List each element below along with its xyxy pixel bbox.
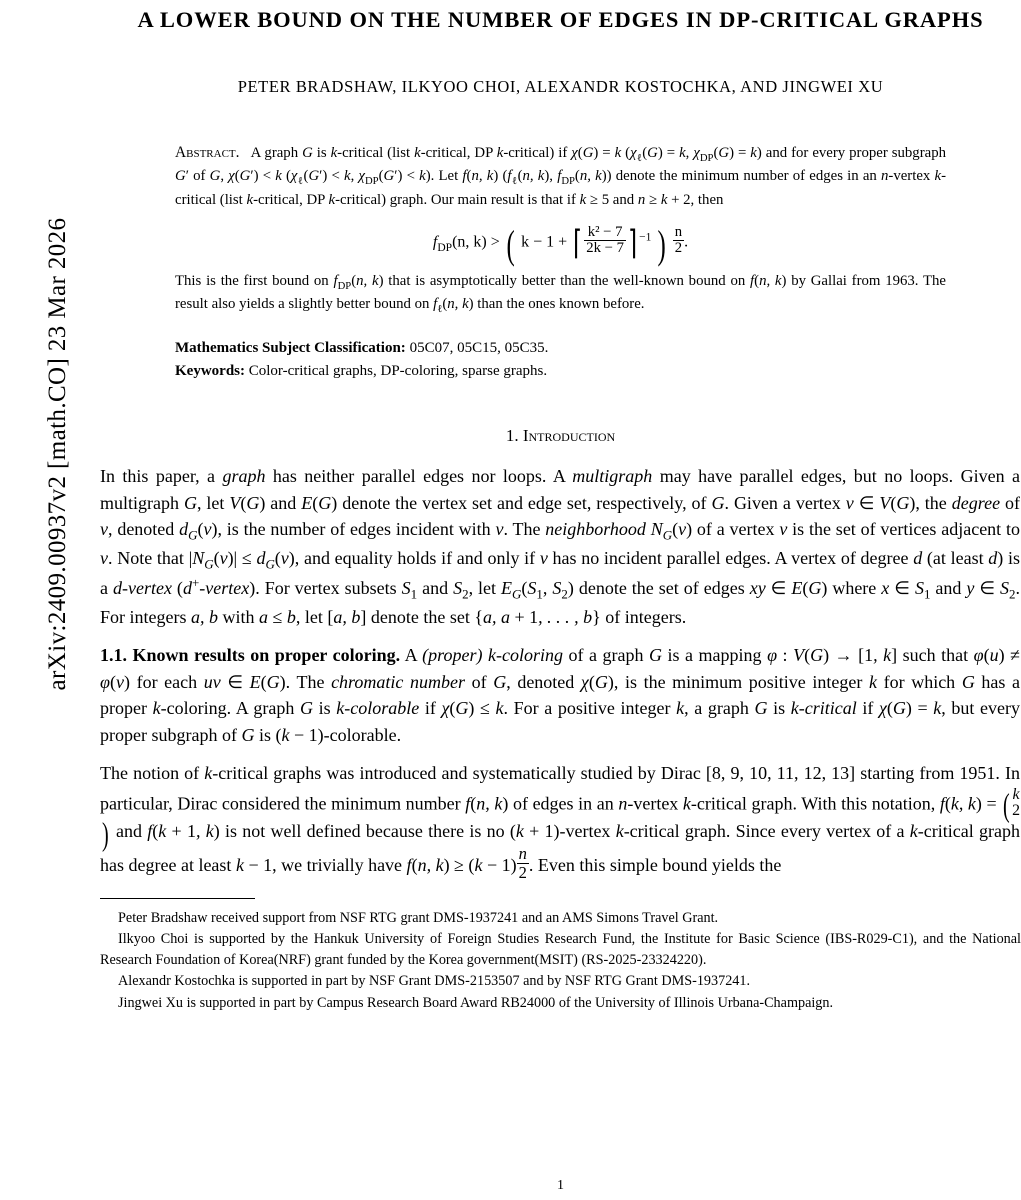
keywords-value: Color-critical graphs, DP-coloring, sparse graphs. [248,362,548,379]
eq-tail-num: n [674,223,683,240]
eq-lhs-sub: DP [437,241,453,254]
footnote-4: Jingwei Xu is supported in part by Campus Research Board Award RB24000 of the University of Illinois Urbana-Champaign. [118,994,834,1011]
abstract-paragraph-1: Abstract. A graph G is k-critical (list k-critical, DP k-critical) if χ(G) = k ($\chi_\ell(G) = k$, $\chi_{DP}(G) = k$) and for every proper subgraph G′ of G, χ(G′) < k ($\chi_\ell(G') < k$, $\chi_{DP}(G') < k$). Let f(n, k) ($f_\ell(n$, k), $f_{DP}(n$, k)) denote the minimum number of edges in an n-vertex k-critical (list k-critical, DP k-critical) graph. Our main result is that if k ≥ 5 and n ≥ k + 2, then [175,144,946,208]
paper-page [100,0,1021,1200]
section-name: Introduction [522,426,616,446]
eq-fraction [584,225,626,258]
arxiv-stamp: arXiv:2409.00937v2 [math.CO] 23 Mar 2026 [44,217,71,691]
footnote-divider [100,898,255,899]
keywords-line [175,360,946,383]
eq-frac-num: k² − 7 [584,225,626,242]
page-title: A LOWER BOUND ON THE NUMBER OF EDGES IN DP-CRITICAL GRAPHS [137,7,984,32]
eq-period: . [684,233,689,251]
section-heading [100,426,1021,446]
eq-tail-den: 2 [674,240,683,257]
abstract-paragraph-2: This is the first bound on $f_{DP}(n$, k) that is asymptotically better than the well-known bound on f(n, k) by Gallai from 1963. The result also yields a slightly better bound on $f_\ell(n$, k) than the ones known before. [175,273,946,316]
author-list: PETER BRADSHAW, ILKYOO CHOI, ALEXANDR KOSTOCHKA, AND JINGWEI XU [237,77,884,97]
eq-inner-lead: k − 1 + [521,233,568,251]
eq-tail-fraction [673,225,684,258]
footnotes-block [100,908,1021,1014]
eq-lhs: f [432,233,438,251]
paragraph-intro: In this paper, a graph has neither parallel edges nor loops. A multigraph may have parallel edges, but no loops. Given a multigraph G, let V(G) and E(G) denote the vertex set and edge set, respectively, of G. Given a vertex v ∈ V(G), the degree of v, denoted $d_G(v)$, is the number of edges incident with v. The neighborhood $N_G(v)$ of a vertex v is the set of vertices adjacent to v. Note that $|N_G(v)| \le d_G(v)$, and equality holds if and only if v has no incident parallel edges. A vertex of degree d (at least d) is a d-vertex (d+-vertex). For vertex subsets $S_1$ and $S_2$, let $E_G(S_1$, $S_2$) denote the set of edges xy ∈ E(G) where x ∈ $S_1$ and y ∈ $S_2$. For integers a, b with a ≤ b, let [a, b] denote the set {a, a + 1, . . . , b} of integers. [100,466,1021,627]
eq-args: (n, k) > [452,233,500,251]
eq-exponent: −1 [639,230,652,243]
subsection-number: 1.1. [100,645,127,666]
footnote-2: Ilkyoo Choi is supported by the Hankuk University of Foreign Studies Research Fund, the Institute for Basic Science (IBS-R029-C1), and the National Research Foundation of Korea(NRF) grant funded by the Korea government(MSIT) (RS-2025-23324220). [100,931,1021,968]
footnote-1: Peter Bradshaw received support from NSF RTG grant DMS-1937241 and an AMS Simons Travel Grant. [118,909,719,926]
paren-close: ) [657,222,667,268]
abstract-block [175,142,946,382]
msc-block [175,337,946,382]
paren-open: ( [506,222,515,268]
msc-line [175,337,946,360]
keywords-label: Keywords: [175,362,245,379]
paragraph-known-results: 1.1. Known results on proper coloring. A (proper) k-coloring of a graph G is a mapping φ : V(G) → [1, k] such that φ(u) ≠ φ(v) for each uv ∈ E(G). The chromatic number of G, denoted χ(G), is the minimum positive integer k for which G has a proper k-coloring. A graph G is k-colorable if χ(G) ≤ k. For a positive integer k, a graph G is k-critical if χ(G) = k, but every proper subgraph of G is (k − 1)-colorable. [100,645,1021,745]
body-content [100,463,1021,881]
footnote-3: Alexandr Kostochka is supported in part by NSF Grant DMS-2153507 and by NSF RTG Grant DMS-1937241. [118,973,751,990]
page-number: 1 [557,1178,564,1193]
abstract-label: Abstract. [175,144,240,162]
msc-value: 05C07, 05C15, 05C35. [409,340,549,357]
msc-label: Mathematics Subject Classification: [175,340,406,357]
subsection-title: Known results on proper coloring. [132,645,401,666]
main-equation [175,222,946,268]
eq-frac-den: 2k − 7 [586,240,625,257]
paragraph-dirac: The notion of k-critical graphs was introduced and systematically studied by Dirac [8, 9, 10, 11, 12, 13] starting from 1951. In particular, Dirac considered the minimum number f(n, k) of edges in an n-vertex k-critical graph. With this notation, f(k, k) = ( k 2 ) and f(k + 1, k) is not well defined because there is no (k + 1)-vertex k-critical graph. Since every vertex of a k-critical graph has degree at least k − 1, we trivially have f(n, k) ≥ (k − 1) $\frac{n}{2}$ . Even this simple bound yields the [100,763,1020,882]
ceil-close: ⌉ [627,224,638,262]
section-number: 1. [505,426,519,446]
ceil-open: ⌈ [573,224,583,262]
